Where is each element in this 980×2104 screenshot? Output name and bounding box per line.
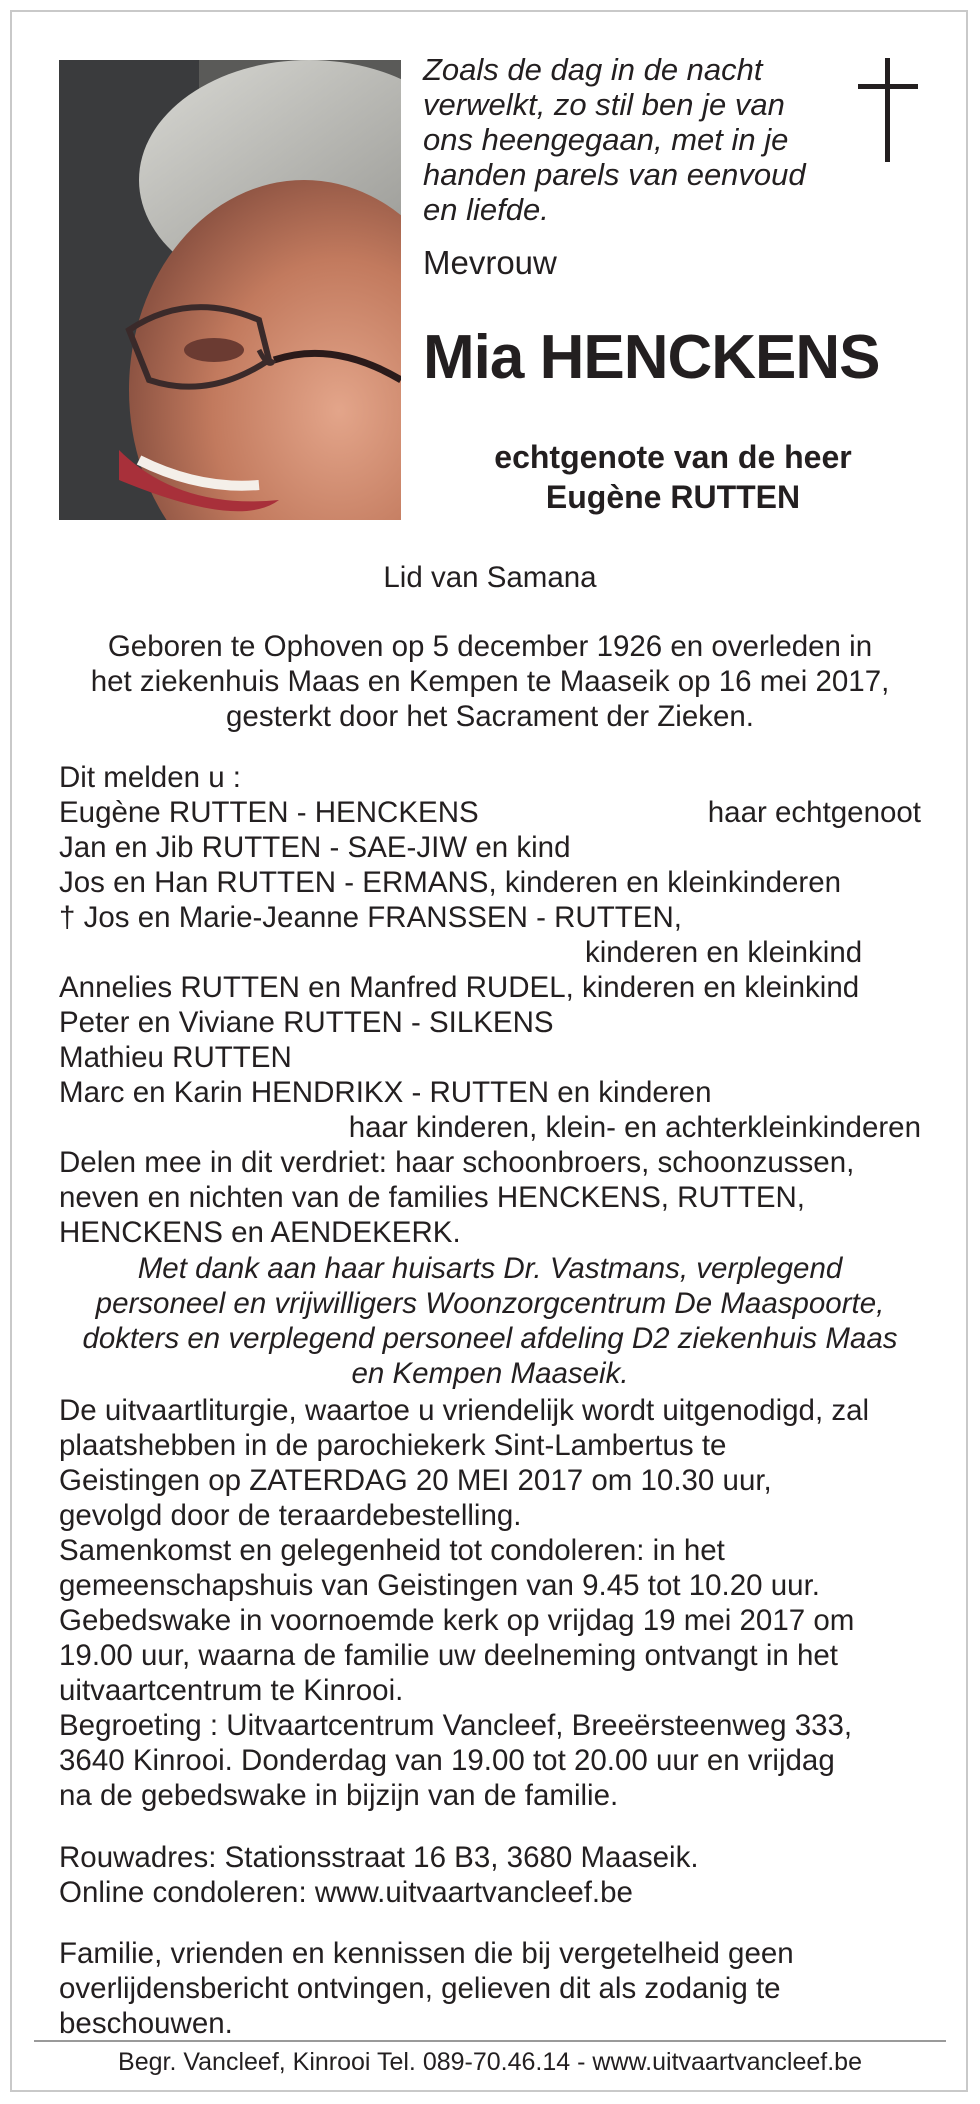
funeral-line: Begroeting : Uitvaartcentrum Vancleef, Breeërsteenweg 333, [59, 1709, 853, 1742]
thanks-line: personeel en vrijwilligers Woonzorgcentrum De Maaspoorte, [95, 1287, 885, 1320]
thanks-line: Met dank aan haar huisarts Dr. Vastmans, verplegend [137, 1252, 843, 1285]
funeral-line: uitvaartcentrum te Kinrooi. [59, 1674, 404, 1707]
closing-line: beschouwen. [59, 2007, 233, 2040]
thanks-line: dokters en verplegend personeel afdeling D2 ziekenhuis Maas [82, 1322, 898, 1355]
deceased-name: Mia HENCKENS [423, 323, 880, 392]
online-condolence-line: Online condoleren: www.uitvaartvancleef.be [59, 1876, 633, 1909]
footer-divider [34, 2040, 946, 2042]
funeral-line: Geistingen op ZATERDAG 20 MEI 2017 om 10.30 uur, [59, 1464, 772, 1497]
birth-death-line: het ziekenhuis Maas en Kempen te Maaseik op 16 mei 2017, [90, 665, 890, 698]
address-line: Rouwadres: Stationsstraat 16 B3, 3680 Maaseik. [59, 1841, 699, 1874]
family-line: Annelies RUTTEN en Manfred RUDEL, kinderen en kleinkind [59, 971, 860, 1004]
family-husband-name: Eugène RUTTEN - HENCKENS [59, 796, 479, 829]
membership: Lid van Samana [383, 561, 597, 594]
sharing-line: neven en nichten van de families HENCKENS, RUTTEN, [59, 1181, 805, 1214]
portrait-photo [59, 60, 401, 520]
funeral-line: na de gebedswake in bijzijn van de familie. [59, 1779, 619, 1812]
birth-death-line: Geboren te Ophoven op 5 december 1926 en overleden in [107, 630, 873, 663]
family-line: Peter en Viviane RUTTEN - SILKENS [59, 1006, 554, 1039]
spouse-line-2: Eugène RUTTEN [545, 479, 801, 515]
family-husband-role: haar echtgenoot [707, 796, 921, 829]
family-line: Marc en Karin HENDRIKX - RUTTEN en kinderen [59, 1076, 712, 1109]
sharing-line: HENCKENS en AENDEKERK. [59, 1216, 461, 1249]
title-prefix: Mevrouw [423, 244, 557, 281]
closing-line: Familie, vrienden en kennissen die bij vergetelheid geen [59, 1937, 794, 1970]
family-line: Mathieu RUTTEN [59, 1041, 292, 1074]
family-line: † Jos en Marie-Jeanne FRANSSEN - RUTTEN, [59, 901, 682, 934]
funeral-line: 19.00 uur, waarna de familie uw deelneming ontvangt in het [59, 1639, 838, 1672]
family-role: kinderen en kleinkind [585, 936, 863, 969]
funeral-line: gemeenschapshuis van Geistingen van 9.45 tot 10.20 uur. [59, 1569, 820, 1602]
birth-death-line: gesterkt door het Sacrament der Zieken. [226, 700, 754, 733]
funeral-line: plaatshebben in de parochiekerk Sint-Lambertus te [59, 1429, 727, 1462]
cross-icon [858, 58, 918, 162]
poem-text: Zoals de dag in de nacht verwelkt, zo stil ben je van ons heengegaan, met in je handen parels van eenvoud en liefde. [423, 52, 806, 227]
thanks-line: en Kempen Maaseik. [351, 1357, 629, 1390]
funeral-line: De uitvaartliturgie, waartoe u vriendelijk wordt uitgenodigd, zal [59, 1394, 870, 1427]
funeral-line: Gebedswake in voornoemde kerk op vrijdag 19 mei 2017 om [59, 1604, 855, 1637]
funeral-line: Samenkomst en gelegenheid tot condoleren: in het [59, 1534, 725, 1567]
closing-line: overlijdensbericht ontvingen, gelieven dit als zodanig te [59, 1972, 781, 2005]
spouse-info [423, 437, 923, 517]
family-intro: Dit melden u : [59, 761, 241, 794]
sharing-line: Delen mee in dit verdriet: haar schoonbroers, schoonzussen, [59, 1146, 855, 1179]
family-line: Jos en Han RUTTEN - ERMANS, kinderen en kleinkinderen [59, 866, 842, 899]
footer-text: Begr. Vancleef, Kinrooi Tel. 089-70.46.14 - www.uitvaartvancleef.be [118, 2048, 862, 2076]
spouse-line-1: echtgenote van de heer [494, 439, 852, 475]
funeral-line: 3640 Kinrooi. Donderdag van 19.00 tot 20.00 uur en vrijdag [59, 1744, 835, 1777]
family-line: Jan en Jib RUTTEN - SAE-JIW en kind [59, 831, 571, 864]
funeral-line: gevolgd door de teraardebestelling. [59, 1499, 522, 1532]
children-role: haar kinderen, klein- en achterkleinkinderen [348, 1111, 921, 1144]
